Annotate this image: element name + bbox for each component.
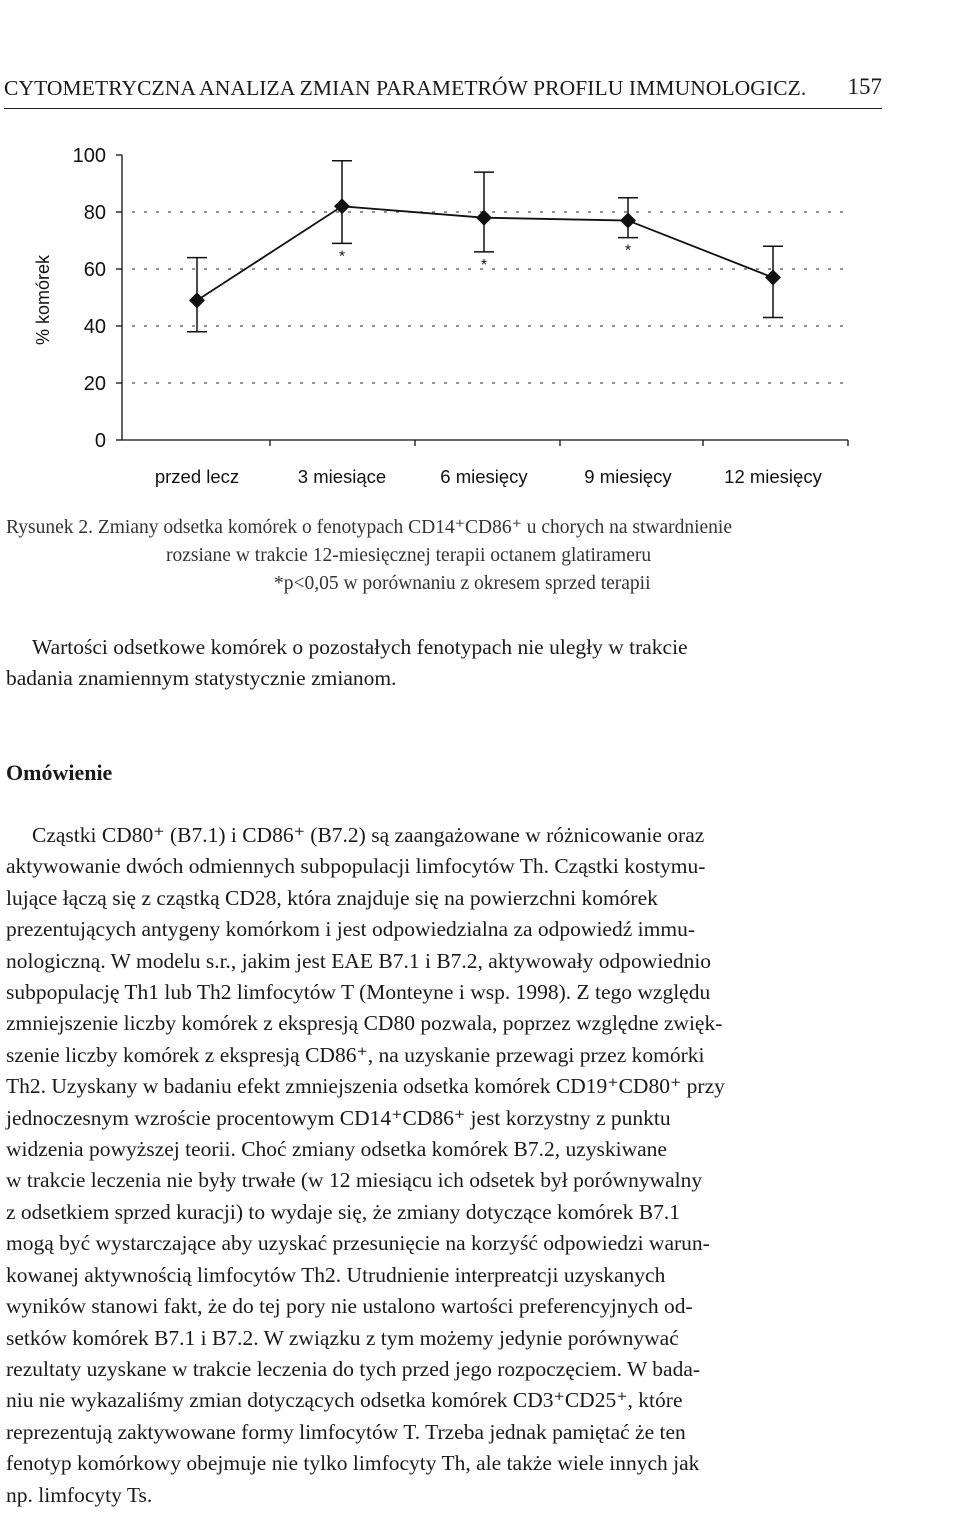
y-tick-label: 100	[72, 145, 106, 167]
data-point	[620, 213, 636, 229]
caption-line-2: rozsiane w trakcie 12-miesięcznej terapii octanem glatirameru	[166, 545, 652, 566]
running-header	[4, 72, 882, 109]
data-point	[189, 292, 205, 308]
significance-marker: *	[480, 256, 488, 274]
paragraph-line: w trakcie leczenia nie były trwałe (w 12 miesiącu ich odsetek był porównywalny	[6, 1168, 703, 1193]
page-number: 157	[847, 74, 882, 99]
paragraph-line: wyników stanowi fakt, że do tej pory nie ustalono wartości preferencyjnych od-	[6, 1294, 693, 1319]
paragraph-line: np. limfocyty Ts.	[6, 1482, 153, 1507]
x-tick-label: 6 miesięcy	[440, 466, 528, 487]
running-title: CYTOMETRYCZNA ANALIZA ZMIAN PARAMETRÓW PROFILU IMMUNOLOGICZ.	[4, 76, 807, 100]
paragraph-line: szenie liczby komórek z ekspresją CD86⁺, na uzyskanie przewagi przez komórki	[6, 1042, 705, 1067]
paragraph-line: niu nie wykazaliśmy zmian dotyczących odsetka komórek CD3⁺CD25⁺, które	[6, 1388, 683, 1413]
caption-line-3: *p<0,05 w porównaniu z okresem sprzed terapii	[274, 573, 651, 594]
paragraph-discussion	[6, 820, 882, 1511]
paragraph-line: reprezentują zaktywowane formy limfocytów T. Trzeba jednak pamiętać że ten	[6, 1419, 686, 1444]
paragraph-line: lujące łączą się z cząstką CD28, która znajduje się na powierzchni komórek	[6, 885, 658, 910]
paragraph-line: widzenia powyższej teorii. Choć zmiany odsetka komórek B7.2, uzyskiwane	[6, 1137, 667, 1162]
line-chart	[0, 120, 900, 500]
x-tick-label: przed lecz	[154, 466, 240, 487]
paragraph-line: nologiczną. W modelu s.r., jakim jest EAE B7.1 i B7.2, aktywowały odpowiednio	[6, 948, 712, 973]
paragraph-line: jednoczesnym wzroście procentowym CD14⁺CD86⁺ jest korzystny z punktu	[6, 1105, 671, 1130]
paragraph-line: badania znamiennym statystycznie zmianom.	[6, 666, 397, 691]
paragraph-line: prezentujących antygeny komórkom i jest odpowiedzialna za odpowiedź immu-	[6, 917, 695, 942]
data-point	[765, 270, 781, 286]
section-heading: Omówienie	[6, 760, 113, 785]
paragraph-results	[6, 632, 882, 695]
y-tick-label: 20	[83, 373, 106, 395]
paragraph-line: Th2. Uzyskany w badaniu efekt zmniejszenia odsetka komórek CD19⁺CD80⁺ przy	[6, 1074, 725, 1099]
paragraph-line: Wartości odsetkowe komórek o pozostałych fenotypach nie uległy w trakcie	[32, 635, 688, 659]
paragraph-line: Cząstki CD80⁺ (B7.1) i CD86⁺ (B7.2) są zaangażowane w różnicowanie oraz	[32, 823, 705, 847]
y-axis-label: % komórek	[33, 254, 53, 346]
paragraph-line: zmniejszenie liczby komórek z ekspresją CD80 pozwala, poprzez względne zwięk-	[6, 1011, 723, 1036]
paragraph-line: kowanej aktywnością limfocytów Th2. Utrudnienie interpreatcji uzyskanych	[6, 1262, 666, 1287]
paragraph-line: z odsetkiem sprzed kuracji) to wydaje się, że zmiany dotyczące komórek B7.1	[6, 1199, 681, 1224]
paragraph-line: rezultaty uzyskane w trakcie leczenia do tych przed jego rozpoczęciem. W bada-	[6, 1356, 701, 1381]
y-tick-label: 40	[83, 316, 106, 338]
paragraph-line: aktywowanie dwóch odmiennych subpopulacji limfocytów Th. Cząstki kostymu-	[6, 854, 706, 879]
figure-caption	[6, 514, 886, 598]
paragraph-line: mogą być wystarczające aby uzyskać przesunięcie na korzyść odpowiedzi warun-	[6, 1231, 710, 1256]
x-tick-label: 12 miesięcy	[724, 466, 822, 487]
caption-line-1: Rysunek 2. Zmiany odsetka komórek o fenotypach CD14⁺CD86⁺ u chorych na stwardnienie	[6, 517, 732, 538]
significance-marker: *	[338, 248, 346, 266]
data-point	[476, 210, 492, 226]
paragraph-line: fenotyp komórkowy obejmuje nie tylko limfocyty Th, ale także wiele innych jak	[6, 1451, 700, 1476]
y-tick-label: 80	[83, 202, 106, 224]
significance-marker: *	[624, 242, 632, 260]
paragraph-line: setków komórek B7.1 i B7.2. W związku z tym możemy jedynie porównywać	[6, 1325, 679, 1350]
x-tick-label: 9 miesięcy	[584, 466, 672, 487]
x-tick-label: 3 miesiące	[297, 466, 387, 487]
y-tick-label: 60	[83, 259, 106, 281]
y-tick-label: 0	[94, 430, 106, 452]
paragraph-line: subpopulację Th1 lub Th2 limfocytów T (Monteyne i wsp. 1998). Z tego względu	[6, 980, 711, 1005]
